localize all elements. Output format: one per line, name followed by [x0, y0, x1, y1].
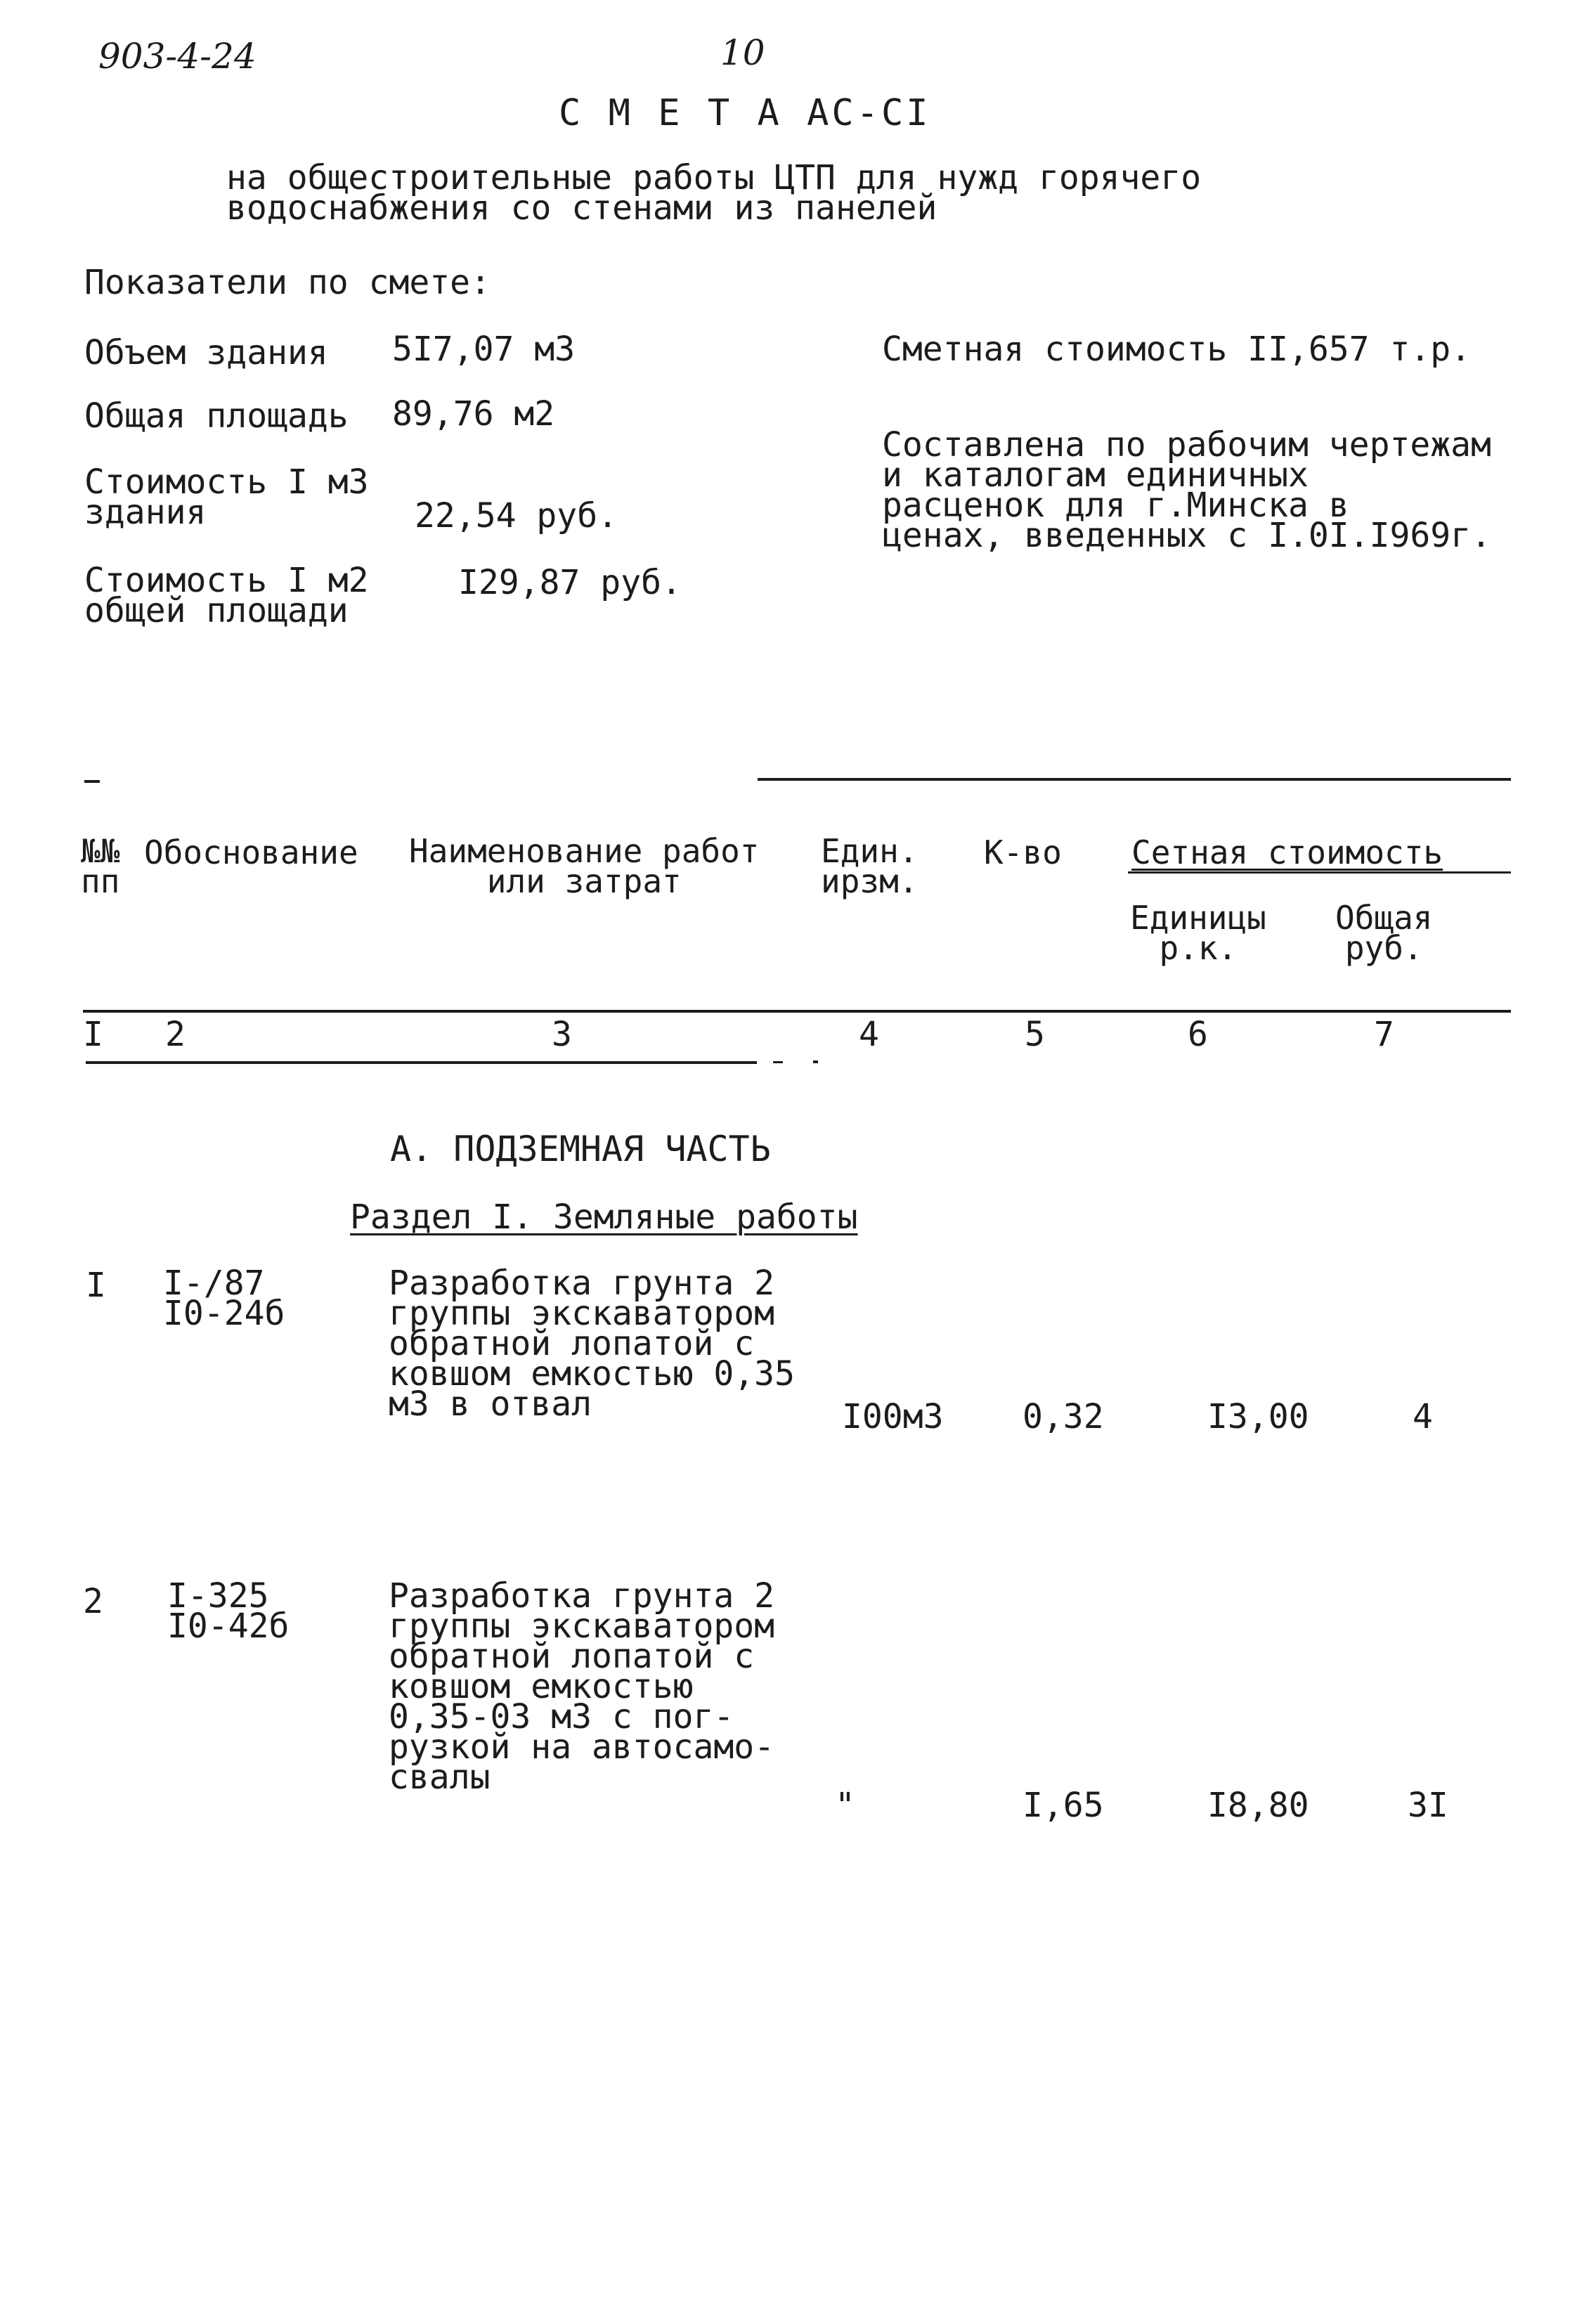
col-header-cost-unit: Единицы р.к. — [1130, 899, 1266, 967]
estimated-cost: Сметная стоимость II,657 т.р. — [882, 330, 1472, 369]
row-work-name: Разработка грунта 2 группы экскаватором обратной лопатой с ковшом емкостью 0,35 м3 в отвал — [389, 1264, 795, 1424]
area-label: Общая площадь — [84, 396, 349, 436]
col-number-4: 4 — [859, 1015, 879, 1054]
col-header-cost-total: Общая руб. — [1335, 899, 1433, 967]
row-unit-cost: I8,80 — [1207, 1786, 1309, 1825]
row-number: I — [86, 1266, 106, 1305]
document-code: 903-4-24 — [98, 36, 257, 77]
col-number-7: 7 — [1374, 1015, 1394, 1054]
header-top-rule — [758, 778, 1511, 781]
cost-per-m3-value: 22,54 руб. — [415, 496, 618, 535]
row-total: 3I — [1408, 1786, 1448, 1825]
indicators-heading: Показатели по смете: — [84, 263, 491, 302]
volume-value: 5I7,07 м3 — [392, 330, 576, 369]
section-title: Раздел I. Земляные работы — [350, 1197, 858, 1237]
col-header-qty: К-во — [984, 833, 1062, 871]
area-value: 89,76 м2 — [392, 394, 555, 434]
compiled-note: Составлена по рабочим чертежам и каталогам единичных расценок для г.Минска в ценах, введенных с I.0I.I969г. — [882, 425, 1491, 555]
document-title: С М Е Т А АС-СI — [559, 92, 931, 134]
col-number-1: I — [83, 1015, 103, 1054]
column-numbers-rule-dot — [813, 1060, 818, 1063]
col-header-num: №№ пп — [81, 832, 120, 900]
col-number-2: 2 — [165, 1015, 186, 1054]
volume-label: Объем здания — [84, 333, 328, 372]
column-numbers-rule-tail — [773, 1061, 783, 1063]
row-quantity: I,65 — [1023, 1786, 1104, 1825]
row-total: 4 — [1413, 1397, 1433, 1436]
row-basis: I-/87 I0-24б — [163, 1264, 285, 1333]
part-title: А. ПОДЗЕМНАЯ ЧАСТЬ — [390, 1129, 771, 1169]
col-header-unit: Един. ирзм. — [821, 832, 919, 900]
row-unit: " — [835, 1786, 855, 1825]
col-header-cost-group: Сетная стоимость — [1131, 833, 1443, 871]
header-bottom-rule — [83, 1010, 1511, 1013]
col-header-basis: Обоснование — [144, 833, 358, 871]
cost-group-underline — [1128, 871, 1511, 874]
row-work-name: Разработка грунта 2 группы экскаватором обратной лопатой с ковшом емкостью 0,35-03 м3 с пог- рузкой на автосамо- свалы — [389, 1576, 775, 1797]
column-numbers-rule — [86, 1061, 757, 1064]
cost-per-m2-value: I29,87 руб. — [458, 563, 682, 602]
col-header-name: Наименование работ или затрат — [409, 832, 760, 900]
cost-per-m3-label: Стоимость I м3 здания — [84, 462, 369, 532]
short-dash — [84, 780, 100, 783]
row-quantity: 0,32 — [1023, 1397, 1104, 1436]
document-subtitle: на общестроительные работы ЦТП для нужд горячего водоснабжения со стенами из панелей — [226, 158, 1202, 228]
row-unit-cost: I3,00 — [1207, 1397, 1309, 1436]
row-unit: I00м3 — [842, 1397, 944, 1436]
row-number: 2 — [83, 1582, 103, 1621]
col-number-6: 6 — [1188, 1015, 1208, 1054]
col-number-5: 5 — [1025, 1015, 1045, 1054]
page-number: 10 — [720, 32, 765, 73]
row-basis: I-325 I0-42б — [167, 1576, 290, 1646]
cost-per-m2-label: Стоимость I м2 общей площади — [84, 561, 369, 630]
col-number-3: 3 — [552, 1015, 572, 1054]
